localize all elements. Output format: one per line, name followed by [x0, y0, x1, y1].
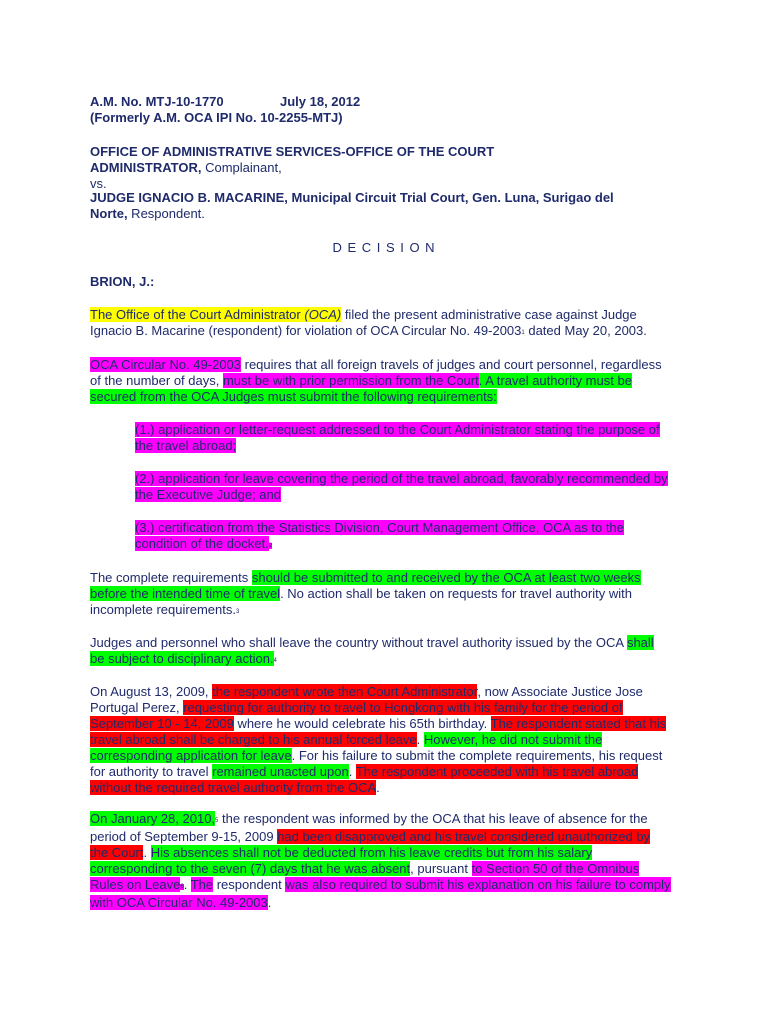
footnote-ref[interactable]: 4: [273, 658, 277, 664]
highlight: should be submitted to and received by the OCA at least two weeks: [251, 570, 641, 585]
text: of the number of days,: [90, 373, 223, 388]
text: period of September 9-15, 2009: [90, 829, 278, 844]
highlight: (3.) certification from the Statistics Division, Court Management Office, OCA as to the: [135, 520, 624, 535]
paragraph-1: [90, 307, 680, 341]
case-number: A.M. No. MTJ-10-1770: [90, 94, 224, 109]
text: respondent: [213, 877, 286, 892]
highlight: The: [190, 877, 214, 892]
highlight: must be with prior permission from the Court: [222, 373, 479, 388]
footnote-ref[interactable]: 1: [521, 330, 525, 336]
highlight: September 10 - 14, 2009: [90, 716, 234, 731]
highlight: condition of the docket.: [135, 536, 269, 551]
text: The complete requirements: [90, 570, 252, 585]
highlight: before the intended time of travel: [90, 586, 281, 601]
highlight: The respondent stated that his: [490, 716, 667, 731]
text: .: [376, 780, 380, 795]
highlight: remained unacted upon: [212, 764, 349, 779]
text: Ignacio B. Macarine (respondent) for violation of OCA Circular No. 49-2003: [90, 323, 522, 338]
respondent-line: JUDGE IGNACIO B. MACARINE, Municipal Circuit Trial Court, Gen. Luna, Surigao del: [90, 190, 614, 205]
text: .: [348, 764, 356, 779]
highlight: His absences shall not be deducted from his leave credits but from his salary: [150, 845, 593, 860]
highlight: requesting for authority to travel to Hongkong with his family for the period of: [183, 700, 623, 715]
text: the respondent was informed by the OCA that his leave of absence for the: [218, 811, 648, 826]
highlight: the travel abroad;: [135, 438, 237, 453]
highlight: secured from the OCA Judges must submit the following requirements:: [90, 389, 497, 404]
highlight: The respondent proceeded with his travel abroad: [355, 764, 639, 779]
highlight: with OCA Circular No. 49-2003: [90, 895, 268, 910]
highlight: The Office of the Court Administrator: [90, 307, 305, 322]
complainant-name: ADMINISTRATOR,: [90, 160, 202, 175]
highlight: However, he did not submit the: [423, 732, 603, 747]
text: Portugal Perez,: [90, 700, 184, 715]
text: .: [143, 845, 151, 860]
text: filed the present administrative case against Judge: [341, 307, 637, 322]
requirement-3: [135, 520, 680, 554]
highlight: shall: [626, 635, 654, 650]
ponente: BRION, J.:: [90, 274, 155, 289]
text: requires that all foreign travels of judges and court personnel, regardless: [241, 357, 662, 372]
highlight: be subject to disciplinary action.: [90, 651, 274, 666]
text: . No action shall be taken on requests for travel authority with: [280, 586, 632, 601]
text: .: [183, 877, 191, 892]
highlight: corresponding to the seven (7) days that he was absent: [90, 861, 411, 876]
highlight: without the required travel authority from the OCA: [90, 780, 377, 795]
paragraph-2: [90, 357, 680, 405]
paragraph-3: [90, 570, 680, 620]
case-date: July 18, 2012: [280, 94, 361, 109]
text: Judges and personnel who shall leave the country without travel authority issued by the OCA: [90, 635, 627, 650]
versus: vs.: [90, 176, 107, 191]
paragraph-5: [90, 684, 680, 796]
complainant-line: OFFICE OF ADMINISTRATIVE SERVICES-OFFICE OF THE COURT: [90, 144, 495, 159]
paragraph-6: [90, 811, 680, 911]
text: for authority to travel: [90, 764, 213, 779]
respondent-role: Respondent.: [127, 206, 205, 221]
highlight: On January 28, 2010,: [90, 811, 216, 826]
requirement-1: [135, 422, 680, 454]
text: .: [416, 732, 424, 747]
footnote-ref[interactable]: 5: [215, 818, 219, 824]
highlight: corresponding application for leave: [90, 748, 292, 763]
highlight: the Executive Judge; and: [135, 487, 281, 502]
formerly-line: (Formerly A.M. OCA IPI No. 10-2255-MTJ): [90, 110, 343, 125]
complainant-role: Complainant,: [201, 160, 282, 175]
highlight: Rules on Leave: [90, 877, 181, 892]
footnote-ref[interactable]: 3: [235, 609, 240, 615]
highlight: . A travel authority must be: [478, 373, 632, 388]
case-header: [90, 94, 690, 110]
respondent-location: Norte,: [90, 206, 128, 221]
highlight: OCA Circular No. 49-2003: [90, 357, 242, 372]
complainant-line-2: [90, 160, 282, 176]
highlight: was also required to submit his explanation on his failure to comply: [285, 877, 671, 892]
highlight: the Court: [90, 845, 144, 860]
paragraph-4: [90, 635, 680, 669]
text: .: [267, 895, 272, 910]
highlight: (2.) application for leave covering the period of the travel abroad, favorably recommended by: [135, 471, 668, 486]
text: , now Associate Justice Jose: [477, 684, 643, 699]
footnote-ref[interactable]: 2: [268, 543, 273, 549]
text: incomplete requirements.: [90, 602, 236, 617]
highlight: to Section 50 of the Omnibus: [471, 861, 640, 876]
highlight: travel abroad shall be charged to his annual forced leave: [90, 732, 417, 747]
decision-title: D E C I S I O N: [332, 240, 436, 255]
respondent-line-2: [90, 206, 205, 222]
text: , pursuant: [410, 861, 472, 876]
text: On August 13, 2009,: [90, 684, 213, 699]
footnote-ref[interactable]: 6: [180, 884, 184, 890]
requirement-2: [135, 471, 680, 503]
highlight: (1.) application or letter-request addressed to the Court Administrator stating the purpose of: [135, 422, 660, 437]
highlight: the respondent wrote then Court Administrator: [212, 684, 478, 699]
text: where he would celebrate his 65th birthday.: [233, 716, 491, 731]
text: . For his failure to submit the complete requirements, his request: [291, 748, 663, 763]
text: dated May 20, 2003.: [524, 323, 647, 338]
highlight: had been disapproved and his travel considered unauthorized by: [277, 829, 651, 844]
highlight: (OCA): [304, 307, 342, 322]
